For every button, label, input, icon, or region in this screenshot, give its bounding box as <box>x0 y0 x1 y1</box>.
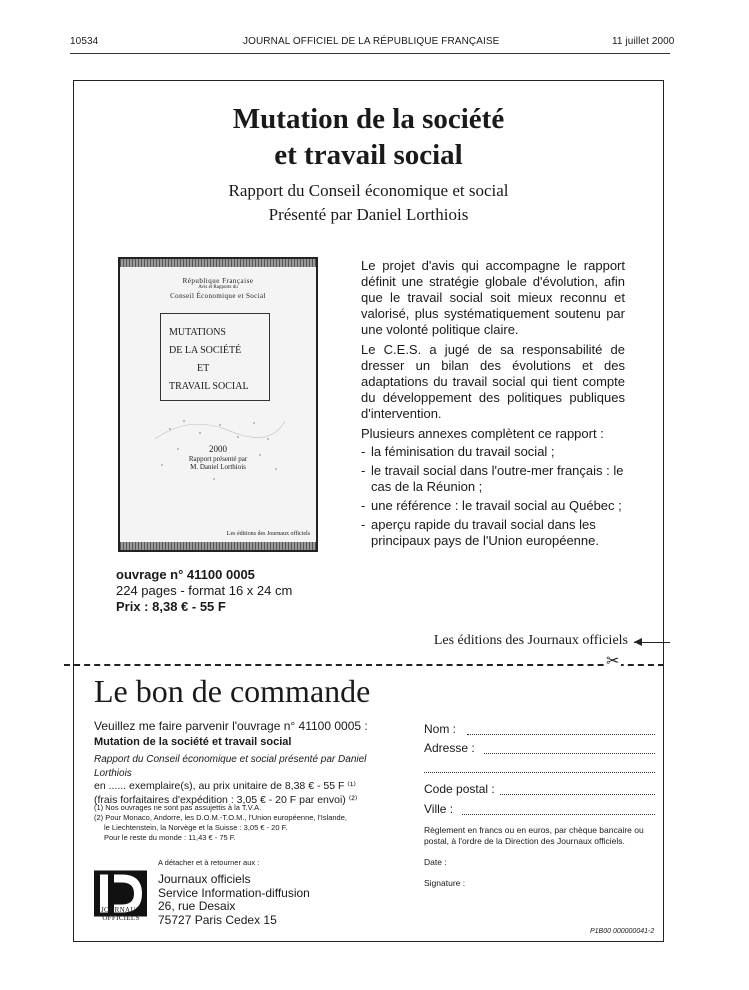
description-p3: Plusieurs annexes complètent ce rapport : <box>361 426 604 441</box>
detach-instruction: A détacher et à retourner aux : <box>158 858 260 867</box>
arrow-line <box>634 642 670 643</box>
ouvrage-pages: 224 pages - format 16 x 24 cm <box>116 583 293 598</box>
ouvrage-info <box>116 567 292 615</box>
ad-subtitle: Rapport du Conseil économique et social Présenté par Daniel Lorthiois <box>228 181 509 224</box>
code-postal-label: Code postal : <box>424 782 495 796</box>
cover-edition: Les éditions des Journaux officiels <box>226 531 310 537</box>
logo-text: JOURNAUX OFFICIELS <box>100 906 142 922</box>
editions-label: Les éditions des Journaux officiels <box>433 633 628 648</box>
list-item: - le travail social dans l'outre-mer français : le cas de la Réunion ; <box>361 463 625 495</box>
order-line4: en ...... exemplaire(s), au prix unitaire de 8,38 € - 55 F ⁽¹⁾ <box>94 780 356 792</box>
signature-label: Signature : <box>424 878 466 888</box>
ville-field[interactable] <box>462 814 655 815</box>
order-notes: (1) Nos ouvrages ne sont pas assujettis à la T.V.A. (2) Pour Monaco, Andorre, les D.O.M.-T.O.M., l'Union européenne, l'Islande, le Liechtenstein, la Norvège et la Suisse : 3,05 € - 20 F. Pour le reste du monde : 11,43 € - 75 F. <box>94 803 347 842</box>
description <box>361 258 625 552</box>
date-label: Date : <box>424 857 447 867</box>
cover-author-line2: M. Daniel Lorthiois <box>190 463 246 471</box>
ouvrage-price: Prix : 8,38 € - 55 F <box>116 599 226 614</box>
order-line3: Rapport du Conseil économique et social présenté par Daniel Lorthiois <box>94 754 367 779</box>
nom-field[interactable] <box>467 734 655 735</box>
page-number: 10534 <box>70 36 99 47</box>
ad-title: Mutation de la société et travail social <box>232 103 505 171</box>
list-item: - une référence : le travail social au Québec ; <box>361 498 625 514</box>
return-address: Journaux officiels Service Information-diffusion 26, rue Desaix 75727 Paris Cedex 15 <box>158 872 310 927</box>
description-p1: Le projet d'avis qui accompagne le rapport définit une stratégie globale d'évolution, afin que le travail social soit mieux reconnu et valorisé, plus systématiquement soutenu par une volonté politique claire. <box>361 258 625 337</box>
nom-label: Nom : <box>424 722 457 736</box>
cover-ces: Conseil Économique et Social <box>170 292 266 300</box>
list-item: - la féminisation du travail social ; <box>361 444 625 460</box>
cut-line <box>64 664 664 666</box>
cover-republic: République Française <box>182 277 254 285</box>
book-cover <box>118 257 318 552</box>
order-line2: Mutation de la société et travail social <box>94 735 292 748</box>
code-postal-field[interactable] <box>500 794 655 795</box>
journal-title: JOURNAL OFFICIEL DE LA RÉPUBLIQUE FRANÇAISE <box>243 36 500 47</box>
scissors-icon: ✂ <box>606 653 620 670</box>
cover-title-box: MUTATIONS DE LA SOCIÉTÉ ET TRAVAIL SOCIAL <box>160 313 270 401</box>
order-details <box>94 720 394 807</box>
ouvrage-number: ouvrage n° 41100 0005 <box>116 567 255 582</box>
list-item: - aperçu rapide du travail social dans les principaux pays de l'Union européenne. <box>361 517 625 549</box>
cover-year: 2000 <box>209 444 227 454</box>
cover-decoration <box>150 409 290 499</box>
cover-avis: Avis et Rapports du <box>198 285 238 290</box>
cover-author-line1: Rapport présenté par <box>188 455 248 463</box>
ville-label: Ville : <box>424 802 454 816</box>
description-p2: Le C.E.S. a jugé de sa responsabilité de dresser un bilan des évolutions et des adaptations du travail social qui tient compte du développement des politiques publiques d'intervention. <box>361 342 625 421</box>
issue-date: 11 juillet 2000 <box>612 36 675 47</box>
reference-code: P1B00 000000041-2 <box>590 928 655 935</box>
payment-terms: Règlement en francs ou en euros, par chèque bancaire ou postal, à l'ordre de la Direction des Journaux officiels. <box>424 825 644 846</box>
annex-list <box>361 444 625 549</box>
adresse-label: Adresse : <box>424 741 475 755</box>
adresse-field[interactable] <box>484 753 655 754</box>
order-line1: Veuillez me faire parvenir l'ouvrage n° 41100 0005 : <box>94 719 368 733</box>
adresse-field-line2[interactable] <box>424 772 655 773</box>
header-rule <box>70 53 670 54</box>
order-line5: (frais forfaitaires d'expédition : 3,05 € - 20 F par envoi) ⁽²⁾ <box>94 793 358 806</box>
order-form-title: Le bon de commande <box>94 673 371 709</box>
